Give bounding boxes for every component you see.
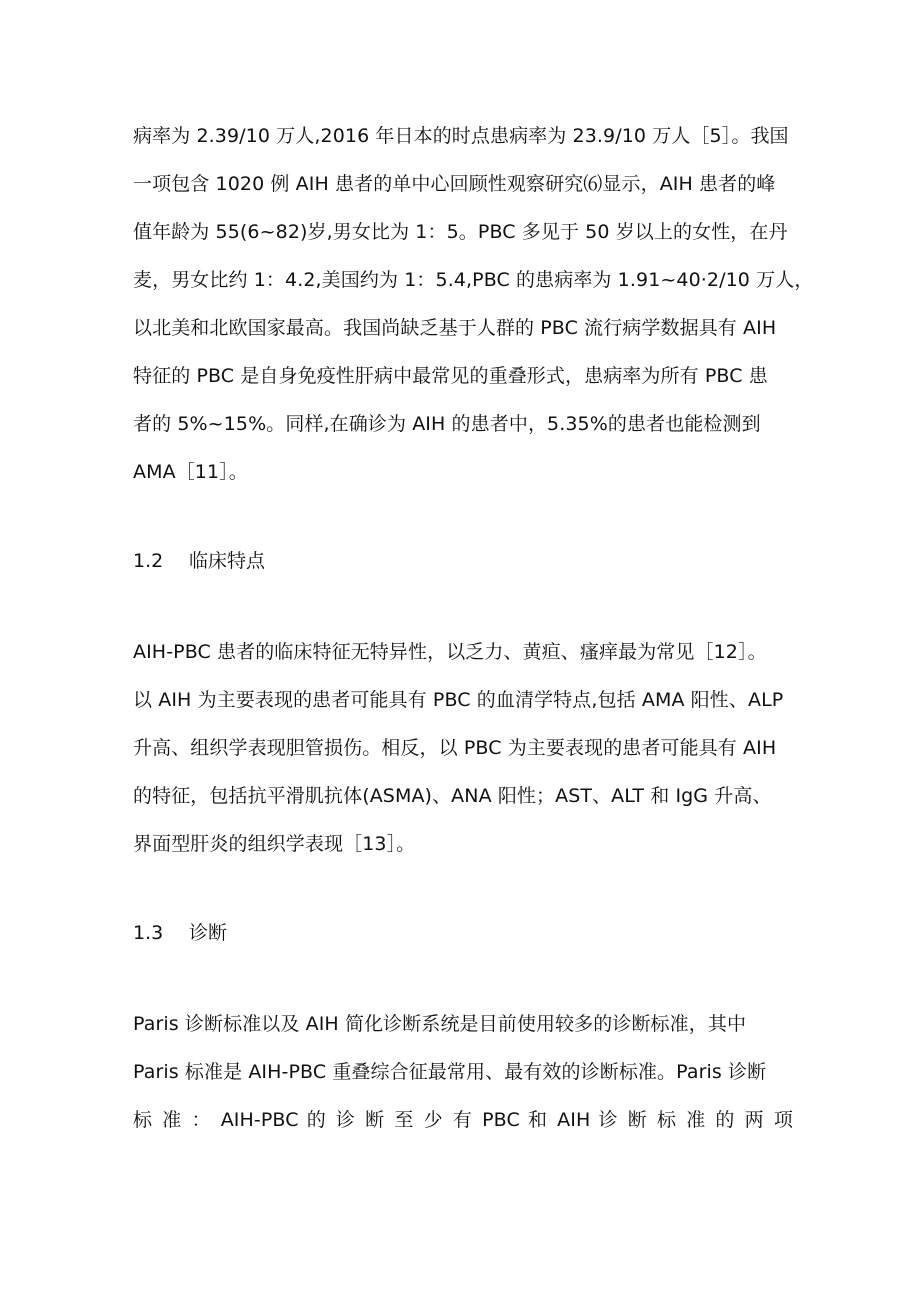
paragraph-clinical-features	[133, 628, 813, 868]
paragraph-diagnosis	[133, 1000, 813, 1144]
text-line: AMA［11］。	[133, 461, 248, 483]
text-line: 以 AIH 为主要表现的患者可能具有 PBC 的血清学特点,包括 AMA 阳性、ALP	[133, 689, 784, 711]
section-heading-diagnosis	[133, 909, 813, 957]
paragraph-epidemiology	[133, 112, 813, 496]
text-line: 升高、组织学表现胆管损伤。相反，以 PBC 为主要表现的患者可能具有 AIH	[133, 737, 777, 759]
document-page	[133, 112, 813, 1144]
text-line: Paris 标准是 AIH-PBC 重叠综合征最常用、最有效的诊断标准。Paris 诊断	[133, 1061, 767, 1083]
text-line: 值年龄为 55(6~82)岁,男女比为 1：5。PBC 多见于 50 岁以上的女性，在丹	[133, 221, 788, 243]
text-line: 病率为 2.39/10 万人,2016 年日本的时点患病率为 23.9/10 万人［5］。我国	[133, 125, 789, 147]
section-title: 临床特点	[189, 550, 266, 572]
text-line: 者的 5%~15%。同样,在确诊为 AIH 的患者中，5.35%的患者也能检测到	[133, 413, 761, 435]
text-line: Paris 诊断标准以及 AIH 简化诊断系统是目前使用较多的诊断标准，其中	[133, 1013, 747, 1035]
text-line: 麦，男女比约 1：4.2,美国约为 1：5.4,PBC 的患病率为 1.91~40·2/10 万人，	[133, 269, 814, 291]
text-line: 一项包含 1020 例 AIH 患者的单中心回顾性观察研究⑹显示，AIH 患者的峰	[133, 173, 776, 195]
section-title: 诊断	[189, 922, 228, 944]
text-line: AIH-PBC 患者的临床特征无特异性，以乏力、黄疸、瘙痒最为常见［12］。	[133, 641, 767, 663]
text-line: 特征的 PBC 是自身免疫性肝病中最常见的重叠形式，患病率为所有 PBC 患	[133, 365, 768, 387]
text-line: 标 准 ： AIH-PBC 的 诊 断 至 少 有 PBC 和 AIH 诊 断 标 准 的 两 项	[133, 1109, 793, 1131]
text-line: 的特征，包括抗平滑肌抗体(ASMA)、ANA 阳性；AST、ALT 和 IgG 升高、	[133, 785, 772, 807]
text-line: 界面型肝炎的组织学表现［13］。	[133, 833, 416, 855]
section-heading-clinical	[133, 537, 813, 585]
section-number: 1.3	[133, 922, 164, 944]
section-number: 1.2	[133, 550, 164, 572]
text-line: 以北美和北欧国家最高。我国尚缺乏基于人群的 PBC 流行病学数据具有 AIH	[133, 317, 777, 339]
